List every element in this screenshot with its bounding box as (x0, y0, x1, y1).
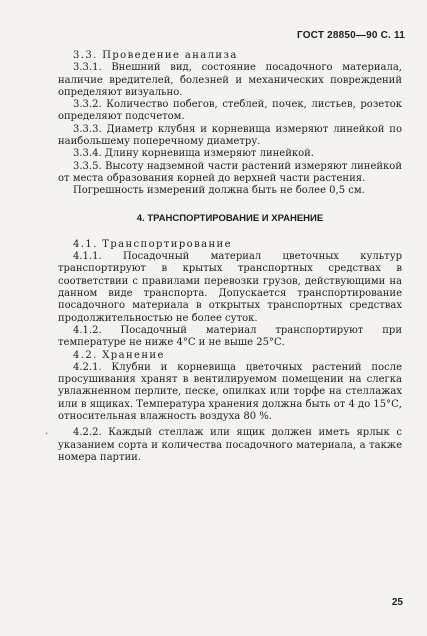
subsection-heading-4-1: 4.1. Транспортирование (73, 238, 232, 250)
page-number: 25 (391, 597, 403, 608)
paragraph-4-2-1: 4.2.1. Клубни и корневища цветочных растений после просушивания хранят в вентилируемом помещении на слегка увлажненном перлите, песке, опилках или торфе на стеллажах или в ящиках. Температура хранения должна быть от 4 до 15°С, относительная влажность воздуха 80 %. (58, 361, 402, 423)
paragraph-3-3-1: 3.3.1. Внешний вид, состояние посадочного материала, наличие вредителей, болезней и механических повреждений определяют визуально. (58, 62, 402, 98)
section-title-4: 4. ТРАНСПОРТИРОВАНИЕ И ХРАНЕНИЕ (136, 212, 324, 224)
paragraph-3-3-4: 3.3.4. Длину корневища измеряют линейкой. (73, 148, 314, 160)
paragraph-4-2-2: 4.2.2. Каждый стеллаж или ящик должен иметь ярлык с указанием сорта и количества посадочного материала, а также номера партии. (58, 427, 402, 463)
paragraph-3-3-5: 3.3.5. Высоту надземной части растений измеряют линейкой от места образования корней до верхней части растения. (58, 160, 402, 184)
margin-mark: ʼ (42, 431, 48, 443)
paragraph-3-3-3: 3.3.3. Диаметр клубня и корневища измеряют линейкой по наибольшему поперечному диаметру. (58, 123, 402, 148)
subsection-heading-4-2: 4.2. Хранение (73, 349, 165, 361)
page-header: ГОСТ 28850—90 С. 11 (296, 30, 405, 41)
document-body (58, 50, 402, 464)
paragraph-4-1-2: 4.1.2. Посадочный материал транспортируют при температуре не ниже 4°С и не выше 25°С. (58, 324, 402, 349)
paragraph-error: Погрешность измерений должна быть не более 0,5 см. (73, 185, 365, 197)
subsection-heading-3-3: 3.3. Проведение анализа (73, 50, 238, 61)
paragraph-3-3-2: 3.3.2. Количество побегов, стеблей, почек, листьев, розеток определяют подсчетом. (58, 99, 402, 123)
paragraph-4-1-1: 4.1.1. Посадочный материал цветочных культур транспортируют в крытых транспортных средствах в соответствии с правилами перевозки грузов, действующими на данном виде транспорта. Допускается транспортирование посадочного материала в открытых транспортных средствах продолжительностью не более суток. (58, 251, 402, 324)
